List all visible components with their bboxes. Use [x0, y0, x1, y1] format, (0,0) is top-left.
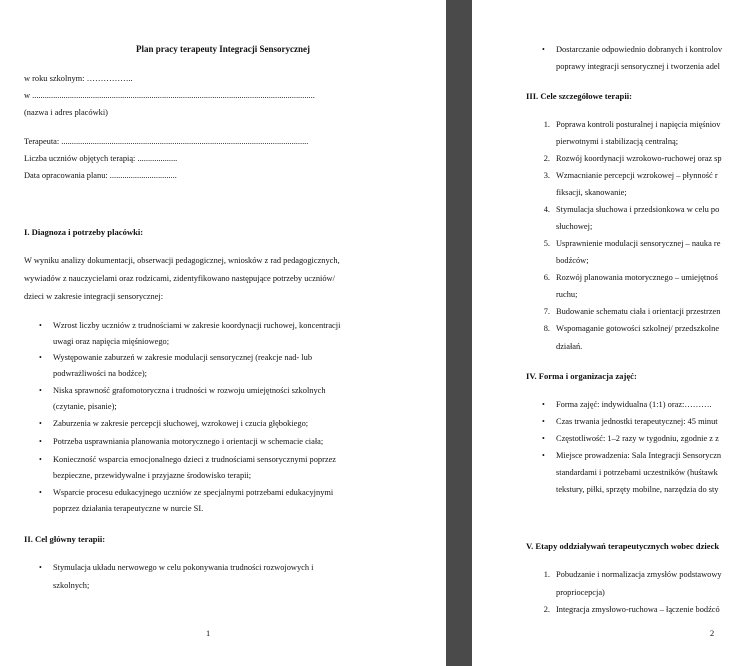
list-item-cont: (czytanie, pisanie); — [53, 402, 117, 411]
list-item: • Stymulacja układu nerwowego w celu pokonywania trudności rozwojowych i — [53, 562, 314, 573]
section-1-intro-line: wywiadów z nauczycielami oraz rodzicami, zidentyfikowano następujące potrzeby uczniów/ — [24, 274, 335, 283]
students-count-field: Liczba uczniów objętych terapią: ................... — [24, 154, 178, 163]
item-number: 4. — [543, 205, 550, 214]
section-3-heading: III. Cele szczegółowe terapii: — [526, 91, 632, 101]
list-item — [543, 569, 722, 580]
list-item: • Występowanie zaburzeń w zakresie modulacji sensorycznej (reakcje nad- lub — [53, 352, 312, 363]
list-item — [543, 238, 721, 249]
list-item-cont: tekstury, piłki, sprzęty mobilne, narzędzia do sty — [556, 485, 719, 494]
list-item — [543, 306, 721, 317]
item-text: Wzmacnianie percepcji wzrokowej – płynność r — [556, 171, 718, 180]
list-item — [543, 153, 722, 164]
list-item — [543, 170, 718, 181]
list-item-cont: działań. — [556, 342, 583, 351]
section-4-heading: IV. Forma i organizacja zajęć: — [526, 371, 637, 381]
section-2-heading: II. Cel główny terapii: — [24, 534, 106, 544]
list-item-cont: poprzez działania terapeutyczne w nurcie SI. — [53, 504, 204, 513]
therapist-field: Terapeuta: ...................................................................................................................... — [24, 137, 309, 146]
list-item-cont: ruchu; — [556, 290, 578, 299]
list-item — [543, 204, 720, 215]
item-number: 7. — [543, 307, 550, 316]
item-text: Rozwój koordynacji wzrokowo-ruchowej oraz sp — [556, 154, 722, 163]
item-text: Wspomaganie gotowości szkolnej/ przedszkolne — [556, 324, 720, 333]
list-item: • Miejsce prowadzenia: Sala Integracji Sensoryczn — [556, 450, 721, 461]
institution-field: w ....................................................................................................................................... — [24, 91, 315, 100]
item-number: 1. — [543, 120, 550, 129]
list-item-cont: słuchowej; — [556, 222, 593, 231]
institution-note: (nazwa i adres placówki) — [24, 108, 108, 117]
list-item — [543, 272, 718, 283]
list-item — [543, 604, 720, 615]
list-item: • Częstotliwość: 1–2 razy w tygodniu, zgodnie z z — [556, 433, 719, 444]
document-page-2 — [472, 0, 750, 666]
list-item: • Dostarczanie odpowiednio dobranych i kontrolov — [556, 44, 722, 55]
item-number: 3. — [543, 171, 550, 180]
section-1-intro-line: dzieci w zakresie integracji sensorycznej: — [24, 292, 164, 301]
list-item: • Potrzeba usprawniania planowania motorycznego i orientacji w schemacie ciała; — [53, 436, 323, 447]
section-1-intro-line: W wyniku analizy dokumentacji, obserwacji pedagogicznej, wniosków z rad pedagogicznych, — [24, 256, 340, 265]
item-number: 2. — [543, 154, 550, 163]
school-year-field: w roku szkolnym: …………….. — [24, 74, 133, 83]
list-item-cont: bezpieczne, przewidywalne i przyjazne środowisko terapii; — [53, 471, 252, 480]
item-text: Pobudzanie i normalizacja zmysłów podstawowy — [556, 570, 722, 579]
list-item: • Wsparcie procesu edukacyjnego uczniów ze specjalnymi potrzebami edukacyjnymi — [53, 487, 333, 498]
plan-date-field: Data opracowania planu: ................................ — [24, 171, 177, 180]
section-1-heading: I. Diagnoza i potrzeby placówki: — [24, 227, 144, 237]
item-text: Stymulacja słuchowa i przedsionkowa w celu po — [556, 205, 720, 214]
list-item — [543, 323, 720, 334]
item-number: 6. — [543, 273, 550, 282]
list-item-cont: bodźców; — [556, 256, 589, 265]
list-item-cont: standardami i potrzebami uczestników (huśtawk — [556, 468, 718, 477]
list-item-cont: uwagi oraz napięcia mięśniowego; — [53, 337, 170, 346]
list-item-cont: pierwotnymi i stabilizacją centralną; — [556, 137, 679, 146]
list-item: • Zaburzenia w zakresie percepcji słuchowej, wzrokowej i czucia głębokiego; — [53, 418, 308, 429]
list-item-cont: fiksacji, skanowanie; — [556, 188, 627, 197]
list-item-cont: podwrażliwości na bodźce); — [53, 369, 147, 378]
item-text: Usprawnienie modulacji sensorycznej – nauka re — [556, 239, 721, 248]
item-text: Poprawa kontroli posturalnej i napięcia mięśniov — [556, 120, 721, 129]
section-5-heading: V. Etapy oddziaływań terapeutycznych wobec dzieck — [526, 541, 720, 551]
item-text: Rozwój planowania motorycznego – umiejętnoś — [556, 273, 718, 282]
list-item: • Konieczność wsparcia emocjonalnego dzieci z trudnościami sensorycznymi poprzez — [53, 454, 336, 465]
item-number: 8. — [543, 324, 550, 333]
item-text: Integracja zmysłowo-ruchowa – łączenie bodźcó — [556, 605, 720, 614]
list-item — [543, 119, 721, 130]
list-item: • Wzrost liczby uczniów z trudnościami w zakresie koordynacji ruchowej, koncentracji — [53, 320, 340, 331]
list-item: • Niska sprawność grafomotoryczna i trudności w rozwoju umiejętności szkolnych — [53, 385, 326, 396]
item-text: Budowanie schematu ciała i orientacji przestrzen — [556, 307, 721, 316]
page-number: 1 — [206, 629, 211, 638]
list-item: • Czas trwania jednostki terapeutycznej: 45 minut — [556, 416, 718, 427]
list-item-cont: propriocepcja) — [556, 588, 605, 597]
list-item-cont: poprawy integracji sensorycznej i tworzenia adel — [556, 62, 720, 71]
document-title: Plan pracy terapeuty Integracji Sensorycznej — [136, 44, 310, 54]
list-item: • Forma zajęć: indywidualna (1:1) oraz:………. — [556, 399, 712, 410]
item-number: 1. — [543, 570, 550, 579]
item-number: 5. — [543, 239, 550, 248]
page-number: 2 — [710, 629, 715, 638]
item-number: 2. — [543, 605, 550, 614]
list-item-cont: szkolnych; — [53, 581, 90, 590]
